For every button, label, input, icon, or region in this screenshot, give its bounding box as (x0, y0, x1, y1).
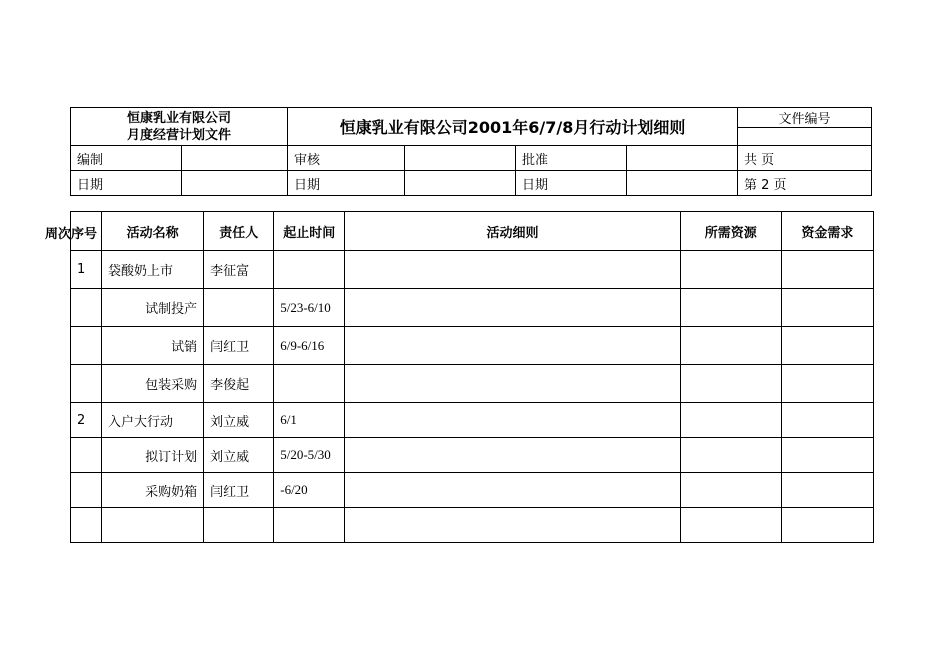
plan-table-header-row (71, 212, 874, 251)
row-period: -6/20 (274, 473, 345, 508)
row-funds (781, 327, 873, 365)
column-header-funds: 资金需求 (781, 212, 873, 251)
row-activity (102, 508, 204, 543)
reviewed-by-label: 审核 (288, 146, 405, 171)
row-period (274, 365, 345, 403)
date-label-2: 日期 (288, 171, 405, 196)
row-resources (680, 473, 781, 508)
row-seq: 2 (71, 403, 102, 438)
row-funds (781, 251, 873, 289)
row-activity: 拟订计划 (102, 438, 204, 473)
action-plan-table (45, 211, 874, 543)
row-seq (71, 365, 102, 403)
page-number: 第 2 页 (738, 171, 872, 196)
reviewed-by-value (405, 146, 516, 171)
row-owner: 李征富 (204, 251, 274, 289)
row-activity: 试销 (102, 327, 204, 365)
row-funds (781, 403, 873, 438)
row-funds (781, 365, 873, 403)
row-detail (345, 438, 680, 473)
row-seq (71, 438, 102, 473)
row-seq (71, 289, 102, 327)
row-owner: 闫红卫 (204, 327, 274, 365)
column-header-detail: 活动细则 (345, 212, 680, 251)
row-owner (204, 508, 274, 543)
prepared-by-value (182, 146, 288, 171)
company-name-cell (71, 108, 288, 146)
table-row (71, 438, 874, 473)
row-owner: 闫红卫 (204, 473, 274, 508)
header-row-dates (71, 171, 872, 196)
table-row (71, 365, 874, 403)
date-value-3 (627, 171, 738, 196)
row-owner (204, 289, 274, 327)
date-value-2 (405, 171, 516, 196)
table-row (71, 403, 874, 438)
row-funds (781, 438, 873, 473)
column-header-period: 起止时间 (274, 212, 345, 251)
row-activity: 试制投产 (102, 289, 204, 327)
approved-by-value (627, 146, 738, 171)
date-value-1 (182, 171, 288, 196)
table-row (71, 251, 874, 289)
company-name: 恒康乳业有限公司 (127, 110, 232, 126)
row-activity: 入户大行动 (102, 403, 204, 438)
row-detail (345, 289, 680, 327)
row-resources (680, 327, 781, 365)
row-activity: 采购奶箱 (102, 473, 204, 508)
row-period: 5/20-5/30 (274, 438, 345, 473)
table-row (71, 289, 874, 327)
column-header-owner: 责任人 (204, 212, 274, 251)
row-activity: 包装采购 (102, 365, 204, 403)
prepared-by-label: 编制 (71, 146, 182, 171)
header-row-prepared (71, 146, 872, 171)
column-header-resources: 所需资源 (680, 212, 781, 251)
row-period: 5/23-6/10 (274, 289, 345, 327)
row-owner: 刘立威 (204, 438, 274, 473)
column-header-seq-label: 周次序号 (45, 227, 98, 242)
column-header-seq (45, 212, 102, 251)
row-resources (680, 508, 781, 543)
row-activity: 袋酸奶上市 (102, 251, 204, 289)
row-seq (71, 327, 102, 365)
row-resources (680, 438, 781, 473)
row-detail (345, 403, 680, 438)
row-owner: 李俊起 (204, 365, 274, 403)
plan-table-body (71, 251, 874, 543)
row-funds (781, 508, 873, 543)
row-detail (345, 365, 680, 403)
table-row (71, 508, 874, 543)
row-period: 6/1 (274, 403, 345, 438)
column-header-activity: 活动名称 (102, 212, 204, 251)
row-period (274, 508, 345, 543)
table-row (71, 327, 874, 365)
row-funds (781, 289, 873, 327)
row-resources (680, 251, 781, 289)
row-detail (345, 508, 680, 543)
row-detail (345, 327, 680, 365)
row-seq (71, 473, 102, 508)
doc-number-label: 文件编号 (738, 108, 872, 128)
row-detail (345, 251, 680, 289)
table-row (71, 473, 874, 508)
row-seq: 1 (71, 251, 102, 289)
document-category: 月度经营计划文件 (127, 127, 232, 143)
row-period (274, 251, 345, 289)
date-label-3: 日期 (516, 171, 627, 196)
row-seq (71, 508, 102, 543)
document-title: 恒康乳业有限公司2001年6/7/8月行动计划细则 (288, 108, 738, 146)
row-period: 6/9-6/16 (274, 327, 345, 365)
doc-number-value (738, 128, 872, 146)
row-owner: 刘立威 (204, 403, 274, 438)
document-header-table (70, 107, 872, 196)
approved-by-label: 批准 (516, 146, 627, 171)
total-pages-label: 共 页 (738, 146, 872, 171)
row-resources (680, 365, 781, 403)
row-detail (345, 473, 680, 508)
date-label-1: 日期 (71, 171, 182, 196)
row-funds (781, 473, 873, 508)
row-resources (680, 289, 781, 327)
row-resources (680, 403, 781, 438)
